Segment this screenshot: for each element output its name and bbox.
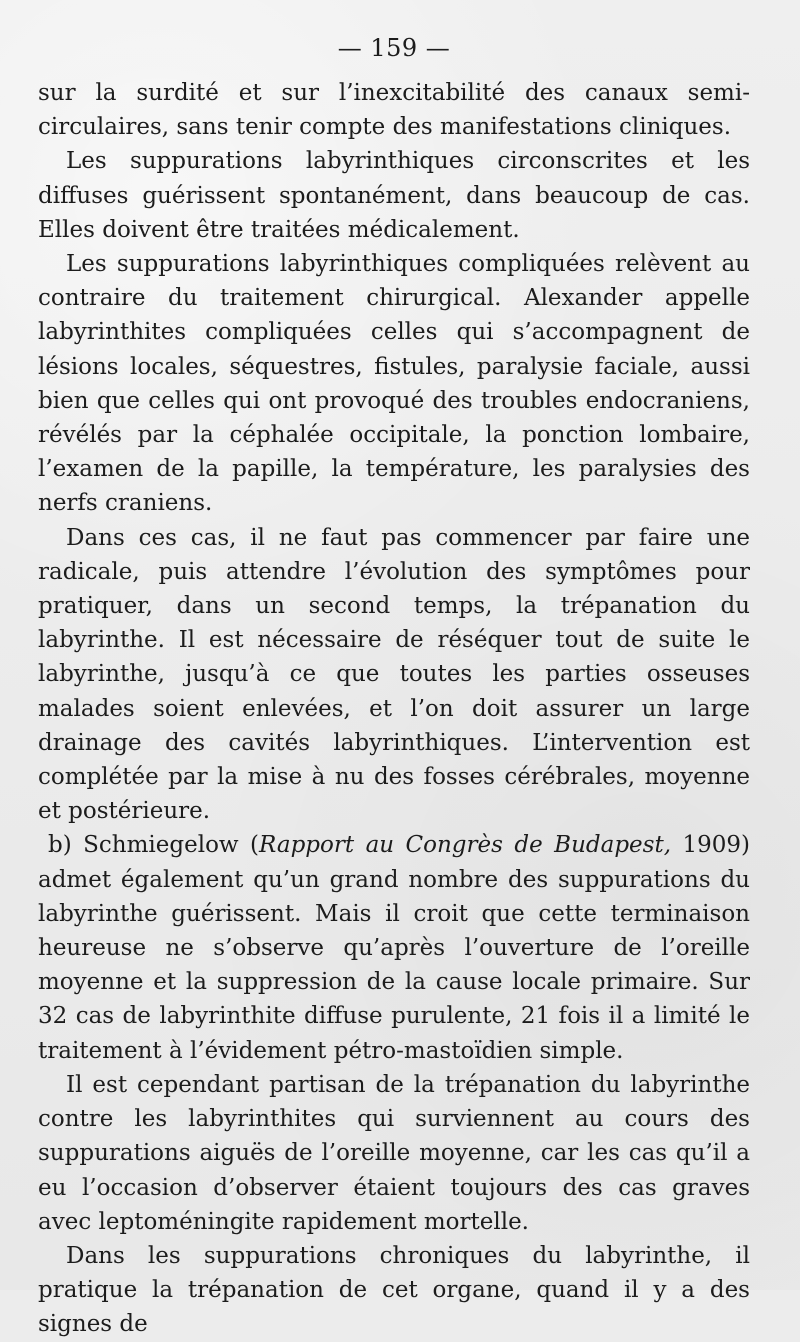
- paragraph-1: sur la surdité et sur l’inexcitabilité des canaux semi-circulaires, sans tenir compte des manifestations cliniques.: [38, 80, 750, 141]
- paragraph-5-citation: Rapport au Congrès de Budapest,: [259, 832, 672, 859]
- paragraph-5-part-a: b) Schmiegelow (: [48, 832, 260, 859]
- paragraph-3: Les suppurations labyrinthiques compliquées relèvent au contraire du traitement chirurgical. Alexander appelle labyrinthites compliquées celles qui s’accompagnent de lésions locales, séquestres, fistules, paralysie faciale, aussi bien que celles qui ont provoqué des troubles endocraniens, révélés par la céphalée occipitale, la ponction lombaire, l’examen de la papille, la température, les paralysies des nerfs craniens.: [38, 251, 750, 517]
- paragraph-2: Les suppurations labyrinthiques circonscrites et les diffuses guérissent spontanément, dans beaucoup de cas. Elles doivent être traitées médicalement.: [38, 148, 750, 243]
- body-text: [38, 76, 750, 1342]
- paragraph-5-part-b: 1909) admet également qu’un grand nombre des suppurations du labyrinthe guérissent. Mais il croit que cette terminaison heureuse ne s’observe qu’après l’ouverture de l’oreille moyenne et la suppression de la cause locale primaire. Sur 32 cas de labyrinthite diffuse purulente, 21 fois il a limité le traitement à l’évidement pétro-mastoïdien simple.: [38, 832, 750, 1064]
- paragraph-4: Dans ces cas, il ne faut pas commencer par faire une radicale, puis attendre l’évolution des symptômes pour pratiquer, dans un second temps, la trépanation du labyrinthe. Il est nécessaire de réséquer tout de suite le labyrinthe, jusqu’à ce que toutes les parties osseuses malades soient enlevées, et l’on doit assurer un large drainage des cavités labyrinthiques. L’intervention est complétée par la mise à nu des fosses cérébrales, moyenne et postérieure.: [38, 524, 750, 825]
- paragraph-6: Il est cependant partisan de la trépanation du labyrinthe contre les labyrinthites qui surviennent au cours des suppurations aiguës de l’oreille moyenne, car les cas qu’il a eu l’occasion d’observer étaient toujours des cas graves avec leptoméningite rapidement mortelle.: [38, 1071, 750, 1235]
- paragraph-5: [38, 828, 750, 1067]
- page-number: — 159 —: [337, 34, 451, 62]
- paragraph-7: Dans les suppurations chroniques du labyrinthe, il pratique la trépanation de cet organe, quand il y a des signes de: [38, 1242, 750, 1338]
